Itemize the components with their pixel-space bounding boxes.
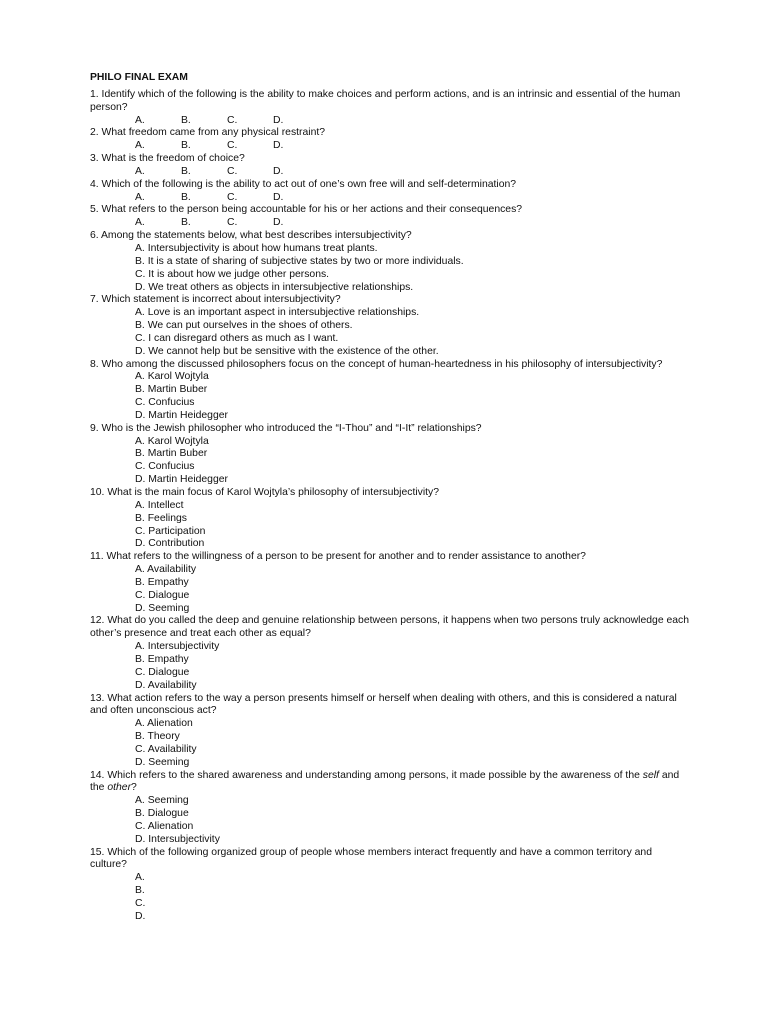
answer-option: A. [135,872,145,884]
question-14 [90,770,690,847]
question-text: 3. What is the freedom of choice? [90,153,245,165]
question-list [90,89,690,924]
answer-option: D. Intersubjectivity [135,833,220,845]
answer-option: D. [273,191,284,203]
question-text: 5. What refers to the person being accountable for his or her actions and their consequences? [90,204,523,216]
answer-option: B. [181,140,191,152]
question-10 [90,487,690,551]
question-2 [90,127,690,153]
answer-option: C. [135,898,146,909]
answer-option: D. [135,910,146,922]
question-text-part: 14. Which refers to the shared awareness and understanding among persons, it made possible by the awareness of the [90,769,643,781]
answer-option: A. Intellect [135,499,184,511]
answer-options-row [90,217,690,230]
answer-option: B. [181,217,191,229]
question-text: 2. What freedom came from any physical restraint? [90,127,326,139]
answer-option: A. [135,114,145,126]
question-3 [90,153,690,179]
answer-option: B. Feelings [135,512,187,524]
question-text: 11. What refers to the willingness of a person to be present for another and to render assistance to another? [90,551,586,563]
answer-option: C. [227,165,238,177]
question-text: 9. Who is the Jewish philosopher who introduced the “I-Thou” and “I-It” relationships? [90,422,482,434]
question-9 [90,423,690,487]
question-text-part: ? [131,782,137,794]
answer-option: A. Alienation [135,718,193,730]
answer-options-row [90,192,690,205]
answer-option: B. [135,885,145,897]
question-1 [90,89,690,128]
question-13 [90,693,690,770]
answer-option: D. [273,140,284,152]
answer-option: A. [135,140,145,152]
answer-option: B. It is a state of sharing of subjective states by two or more individuals. [135,255,464,267]
answer-option: D. We cannot help but be sensitive with the existence of the other. [135,345,439,357]
question-11 [90,551,690,615]
answer-option: B. Dialogue [135,808,189,820]
question-text: 6. Among the statements below, what best describes intersubjectivity? [90,230,412,242]
answer-option: A. Love is an important aspect in intersubjective relationships. [135,307,420,319]
question-text: 15. Which of the following organized group of people whose members interact frequently and have a common territory and culture? [90,846,652,871]
question-4 [90,179,690,205]
answer-option: D. Availability [135,679,197,691]
answer-option: B. We can put ourselves in the shoes of others. [135,320,353,332]
question-8 [90,359,690,423]
answer-option: D. Martin Heidegger [135,409,228,421]
answer-options-row [90,115,690,128]
question-6 [90,230,690,294]
answer-options-row [90,140,690,153]
question-12 [90,615,690,692]
answer-option: C. [227,191,238,203]
answer-option: A. Karol Wojtyla [135,371,209,383]
question-text: 12. What do you called the deep and genuine relationship between persons, it happens when two persons truly acknowledge each other’s presence and treat each other as equal? [90,615,690,640]
answer-option: D. Martin Heidegger [135,474,228,486]
answer-option: B. Theory [135,731,180,743]
answer-option: A. [135,165,145,177]
answer-option: C. It is about how we judge other persons. [135,268,330,280]
answer-option: C. Alienation [135,820,194,832]
italic-term: other [107,782,132,794]
answer-option: D. Seeming [135,756,190,768]
answer-option: C. I can disregard others as much as I want. [135,332,339,344]
answer-option: A. Intersubjectivity is about how humans treat plants. [135,242,378,254]
question-7 [90,294,690,358]
answer-option: D. [273,217,284,229]
answer-option: A. [135,191,145,203]
answer-option: A. Availability [135,564,197,576]
answer-option: A. Intersubjectivity [135,641,220,653]
answer-option: B. Empathy [135,576,189,588]
answer-option: C. Confucius [135,461,195,473]
answer-option: B. Empathy [135,653,189,665]
question-text: 13. What action refers to the way a person presents himself or herself when dealing with others, and this is considered a natural and often unconscious act? [90,692,677,717]
question-text: 1. Identify which of the following is the ability to make choices and perform actions, and is an intrinsic and essential of the human person? [90,88,681,113]
answer-option: B. Martin Buber [135,448,208,460]
question-text [90,770,690,796]
answer-option: C. Dialogue [135,589,190,601]
answer-option: B. [181,165,191,177]
answer-option: B. [181,114,191,126]
question-text: 4. Which of the following is the ability to act out of one’s own free will and self-determination? [90,178,517,190]
answer-option: D. Contribution [135,538,205,550]
question-text: 10. What is the main focus of Karol Wojtyla’s philosophy of intersubjectivity? [90,487,440,498]
answer-option: A. Seeming [135,795,189,807]
answer-option: D. We treat others as objects in intersubjective relationships. [135,281,414,293]
question-text-part: and the [90,769,680,794]
answer-option: C. [227,217,238,229]
document-title: PHILO FINAL EXAM [90,72,188,83]
question-5 [90,204,690,230]
answer-option: C. Participation [135,525,206,537]
answer-option: D. Seeming [135,602,190,614]
exam-document [90,72,690,924]
answer-option: C. Availability [135,743,197,755]
answer-option: D. [273,165,284,177]
question-15 [90,847,690,924]
answer-options-row [90,166,690,179]
question-text: 8. Who among the discussed philosophers focus on the concept of human-heartedness in his philosophy of intersubjectivity? [90,358,663,370]
answer-option: C. Dialogue [135,666,190,678]
answer-option: D. [273,114,284,126]
question-text: 7. Which statement is incorrect about intersubjectivity? [90,294,341,306]
answer-option: A. [135,217,145,229]
answer-option: C. Confucius [135,397,195,409]
answer-option: C. [227,140,238,152]
answer-option: B. [181,191,191,203]
answer-option: B. Martin Buber [135,384,208,396]
answer-option: C. [227,114,238,126]
answer-option: A. Karol Wojtyla [135,435,209,447]
italic-term: self [642,769,659,781]
